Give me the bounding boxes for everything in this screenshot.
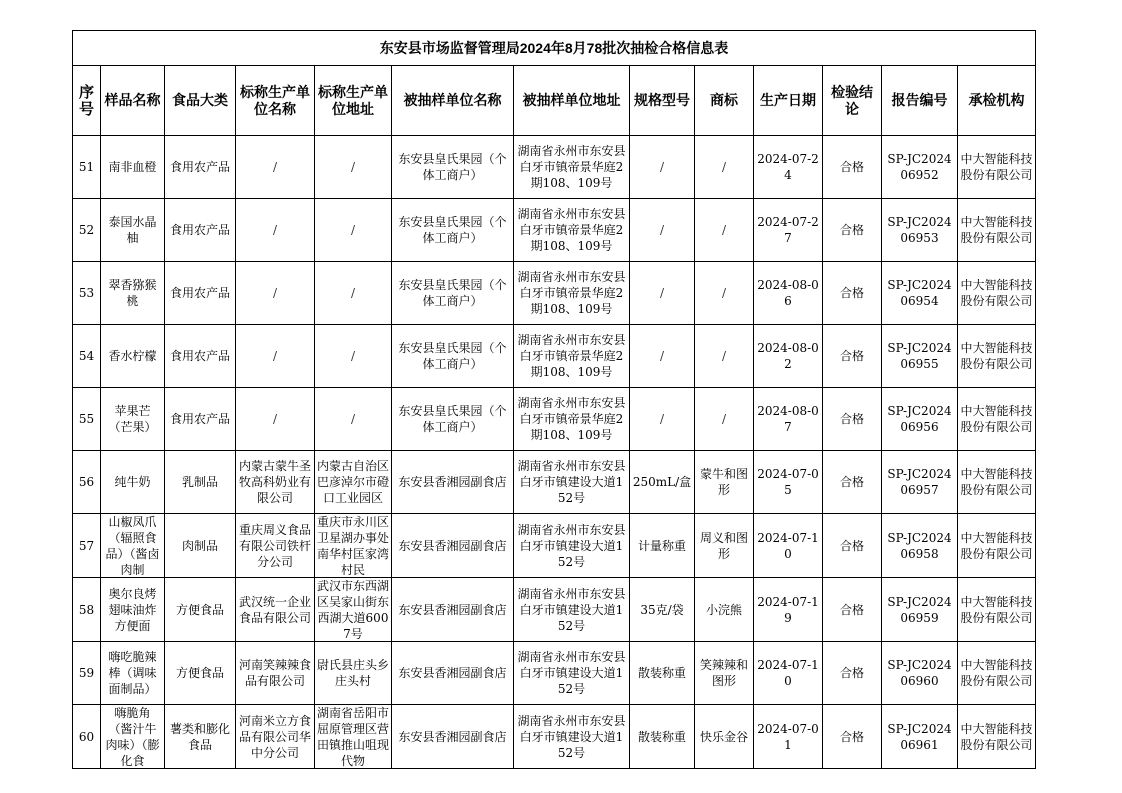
cell-production-date	[754, 136, 823, 199]
table-row	[73, 199, 1036, 262]
cell-spec-text: /	[659, 160, 665, 174]
cell-trademark-text: /	[721, 349, 727, 363]
cell-producer-name-text: /	[272, 349, 278, 363]
cell-spec-text: 散装称重	[637, 666, 686, 680]
cell-sample-name	[101, 136, 165, 199]
cell-food-category	[165, 136, 236, 199]
cell-conclusion	[823, 262, 882, 325]
cell-sampled-unit-name-text: 东安县香湘园副食店	[398, 538, 507, 553]
cell-sample-name	[101, 451, 165, 514]
table-row	[73, 136, 1036, 199]
cell-conclusion-text: 合格	[839, 286, 864, 300]
cell-food-category	[165, 705, 236, 769]
cell-spec	[630, 514, 695, 578]
cell-producer-address-text: /	[350, 286, 356, 300]
cell-lab-text: 中大智能科技股份有限公司	[960, 152, 1033, 182]
cell-lab	[958, 705, 1036, 769]
table-row	[73, 262, 1036, 325]
cell-trademark-text: 笑辣辣和图形	[699, 658, 748, 688]
cell-seq-text: 53	[78, 286, 95, 300]
cell-lab-text: 中大智能科技股份有限公司	[960, 404, 1033, 434]
table-row	[73, 705, 1036, 769]
table-row	[73, 451, 1036, 514]
cell-spec	[630, 578, 695, 642]
cell-sample-name-text: 山椒凤爪（辐照食品）（酱卤肉制	[105, 515, 160, 577]
cell-conclusion	[823, 705, 882, 769]
cell-spec	[630, 325, 695, 388]
cell-food-category-text: 方便食品	[175, 666, 224, 680]
cell-report-number-text: SP-JC202406953	[887, 215, 952, 245]
cell-producer-name-text: /	[272, 286, 278, 300]
cell-production-date	[754, 514, 823, 578]
header-producer-address: 标称生产单位地址	[315, 66, 392, 136]
cell-producer-name	[236, 262, 315, 325]
cell-spec-text: /	[659, 286, 665, 300]
table-title: 东安县市场监督管理局2024年8月78批次抽检合格信息表	[73, 31, 1036, 66]
cell-conclusion	[823, 325, 882, 388]
cell-sampled-unit-name	[392, 642, 514, 705]
cell-sampled-unit-name	[392, 262, 514, 325]
cell-spec-text: 散装称重	[637, 729, 686, 744]
cell-seq	[73, 705, 101, 769]
cell-food-category	[165, 578, 236, 642]
cell-seq-text: 52	[78, 223, 95, 237]
inspection-table	[72, 30, 1036, 769]
cell-sampled-unit-address-text: 湖南省永州市东安县白牙市镇帝景华庭2期108、109号	[517, 207, 626, 253]
cell-conclusion	[823, 642, 882, 705]
cell-producer-name	[236, 199, 315, 262]
cell-production-date-text: 2024-08-02	[757, 341, 819, 371]
cell-lab	[958, 388, 1036, 451]
cell-production-date-text: 2024-07-01	[757, 721, 819, 752]
table-body	[73, 136, 1036, 769]
header-production-date: 生产日期	[754, 66, 823, 136]
cell-trademark	[695, 388, 754, 451]
cell-lab-text: 中大智能科技股份有限公司	[960, 341, 1033, 371]
cell-trademark	[695, 262, 754, 325]
cell-sample-name	[101, 325, 165, 388]
cell-seq	[73, 325, 101, 388]
cell-report-number	[882, 514, 958, 578]
table-row	[73, 325, 1036, 388]
cell-production-date-text: 2024-08-06	[757, 278, 819, 308]
cell-food-category	[165, 514, 236, 578]
cell-report-number	[882, 642, 958, 705]
cell-sampled-unit-address	[514, 451, 630, 514]
cell-spec-text: /	[659, 223, 665, 237]
cell-production-date	[754, 325, 823, 388]
cell-sampled-unit-address	[514, 262, 630, 325]
table-row	[73, 514, 1036, 578]
cell-food-category-text: 食用农产品	[169, 223, 230, 237]
cell-lab	[958, 136, 1036, 199]
cell-sampled-unit-name-text: 东安县皇氏果园（个体工商户）	[398, 215, 507, 245]
cell-lab-text: 中大智能科技股份有限公司	[960, 658, 1033, 688]
cell-sample-name-text: 嗨脆角（酱汁牛肉味）（膨化食	[105, 706, 160, 768]
header-trademark: 商标	[695, 66, 754, 136]
cell-lab-text: 中大智能科技股份有限公司	[960, 215, 1033, 245]
cell-producer-name-text: /	[272, 223, 278, 237]
cell-trademark-text: 小浣熊	[705, 602, 742, 617]
cell-seq-text: 51	[78, 160, 95, 174]
cell-seq-text: 54	[78, 349, 95, 363]
cell-report-number-text: SP-JC202406957	[887, 467, 952, 497]
cell-sample-name-text: 香水柠檬	[108, 349, 157, 363]
cell-lab	[958, 325, 1036, 388]
cell-production-date-text: 2024-07-10	[757, 658, 819, 688]
cell-food-category	[165, 325, 236, 388]
cell-conclusion-text: 合格	[839, 412, 864, 426]
cell-report-number-text: SP-JC202406952	[887, 152, 952, 182]
cell-producer-name	[236, 642, 315, 705]
header-spec: 规格型号	[630, 66, 695, 136]
cell-sample-name	[101, 705, 165, 769]
cell-sampled-unit-name	[392, 705, 514, 769]
cell-sample-name	[101, 262, 165, 325]
cell-spec	[630, 262, 695, 325]
cell-sample-name	[101, 199, 165, 262]
cell-food-category-text: 食用农产品	[169, 160, 230, 174]
cell-trademark	[695, 705, 754, 769]
cell-conclusion	[823, 514, 882, 578]
cell-producer-address-text: 重庆市永川区卫星湖办事处南华村匡家湾村民	[317, 515, 389, 577]
cell-trademark-text: 蒙牛和图形	[699, 467, 748, 497]
cell-spec	[630, 642, 695, 705]
cell-producer-address-text: /	[350, 349, 356, 363]
cell-spec-text: 35克/袋	[640, 602, 684, 617]
cell-producer-name-text: 内蒙古蒙牛圣牧高科奶业有限公司	[238, 459, 311, 505]
header-sampled-unit-address: 被抽样单位地址	[514, 66, 630, 136]
header-lab: 承检机构	[958, 66, 1036, 136]
cell-sample-name	[101, 514, 165, 578]
cell-producer-address	[315, 199, 392, 262]
cell-sampled-unit-address-text: 湖南省永州市东安县白牙市镇建设大道152号	[517, 586, 626, 633]
cell-report-number-text: SP-JC202406960	[887, 658, 952, 688]
cell-producer-name	[236, 514, 315, 578]
cell-producer-name-text: 河南笑辣辣食品有限公司	[238, 658, 311, 688]
cell-seq	[73, 451, 101, 514]
cell-spec	[630, 136, 695, 199]
cell-report-number	[882, 325, 958, 388]
cell-seq	[73, 199, 101, 262]
cell-sampled-unit-name-text: 东安县香湘园副食店	[398, 729, 507, 744]
cell-conclusion-text: 合格	[839, 666, 864, 680]
cell-production-date	[754, 388, 823, 451]
cell-sampled-unit-address	[514, 578, 630, 642]
cell-conclusion	[823, 451, 882, 514]
header-sample-name: 样品名称	[101, 66, 165, 136]
cell-trademark	[695, 578, 754, 642]
header-sampled-unit-name: 被抽样单位名称	[392, 66, 514, 136]
cell-producer-name-text: 武汉统一企业食品有限公司	[238, 594, 311, 625]
cell-report-number-text: SP-JC202406954	[887, 278, 952, 308]
cell-production-date	[754, 705, 823, 769]
cell-food-category-text: 食用农产品	[169, 349, 230, 363]
cell-trademark	[695, 325, 754, 388]
cell-seq	[73, 388, 101, 451]
cell-sampled-unit-address-text: 湖南省永州市东安县白牙市镇帝景华庭2期108、109号	[517, 270, 626, 316]
cell-conclusion	[823, 136, 882, 199]
cell-food-category-text: 肉制品	[181, 538, 218, 553]
cell-sample-name-text: 翠香猕猴桃	[108, 278, 157, 308]
cell-trademark-text: 快乐金谷	[699, 729, 748, 744]
cell-seq-text: 58	[78, 602, 95, 617]
cell-conclusion-text: 合格	[839, 602, 864, 617]
cell-spec	[630, 451, 695, 514]
cell-trademark	[695, 514, 754, 578]
cell-sampled-unit-address	[514, 514, 630, 578]
cell-sampled-unit-name	[392, 578, 514, 642]
header-seq: 序号	[73, 66, 101, 136]
cell-seq	[73, 136, 101, 199]
cell-report-number	[882, 388, 958, 451]
cell-lab	[958, 642, 1036, 705]
cell-sampled-unit-name	[392, 325, 514, 388]
cell-lab	[958, 199, 1036, 262]
cell-trademark-text: 周义和图形	[699, 530, 748, 561]
cell-lab-text: 中大智能科技股份有限公司	[960, 721, 1033, 752]
cell-spec-text: /	[659, 349, 665, 363]
cell-conclusion-text: 合格	[839, 475, 864, 489]
cell-report-number	[882, 705, 958, 769]
cell-sampled-unit-address	[514, 325, 630, 388]
cell-production-date	[754, 199, 823, 262]
cell-conclusion-text: 合格	[839, 160, 864, 174]
cell-sample-name-text: 奥尔良烤翅味油炸方便面	[108, 586, 157, 633]
cell-production-date-text: 2024-07-27	[757, 215, 819, 245]
cell-spec	[630, 388, 695, 451]
cell-sampled-unit-name-text: 东安县皇氏果园（个体工商户）	[398, 404, 507, 434]
cell-sampled-unit-name-text: 东安县皇氏果园（个体工商户）	[398, 152, 507, 182]
cell-spec-text: /	[659, 412, 665, 426]
table-row	[73, 578, 1036, 642]
cell-conclusion-text: 合格	[839, 538, 864, 553]
cell-producer-address	[315, 514, 392, 578]
cell-producer-name	[236, 325, 315, 388]
header-conclusion: 检验结论	[823, 66, 882, 136]
cell-production-date-text: 2024-07-05	[757, 467, 819, 497]
table-row	[73, 642, 1036, 705]
cell-sampled-unit-address-text: 湖南省永州市东安县白牙市镇建设大道152号	[517, 522, 626, 569]
cell-lab	[958, 578, 1036, 642]
cell-sample-name-text: 苹果芒（芒果）	[108, 404, 157, 434]
cell-report-number-text: SP-JC202406961	[887, 721, 952, 752]
cell-producer-address-text: /	[350, 412, 356, 426]
cell-seq-text: 55	[78, 412, 95, 426]
cell-producer-address	[315, 642, 392, 705]
cell-producer-name-text: 河南米立方食品有限公司华中分公司	[238, 713, 311, 760]
cell-trademark-text: /	[721, 160, 727, 174]
cell-sample-name-text: 纯牛奶	[114, 475, 151, 489]
cell-food-category-text: 食用农产品	[169, 286, 230, 300]
cell-conclusion-text: 合格	[839, 349, 864, 363]
cell-seq	[73, 642, 101, 705]
cell-production-date	[754, 642, 823, 705]
cell-production-date	[754, 578, 823, 642]
cell-producer-address-text: /	[350, 160, 356, 174]
cell-producer-address-text: 内蒙古自治区巴彦淖尔市磴口工业园区	[317, 459, 389, 505]
cell-report-number-text: SP-JC202406955	[887, 341, 952, 371]
cell-sampled-unit-address-text: 湖南省永州市东安县白牙市镇帝景华庭2期108、109号	[517, 144, 626, 190]
cell-production-date-text: 2024-07-24	[757, 152, 819, 182]
cell-sampled-unit-address-text: 湖南省永州市东安县白牙市镇建设大道152号	[517, 459, 626, 505]
cell-conclusion	[823, 199, 882, 262]
cell-spec-text: 计量称重	[637, 538, 686, 553]
cell-lab	[958, 262, 1036, 325]
table-row	[73, 388, 1036, 451]
cell-lab	[958, 514, 1036, 578]
cell-lab	[958, 451, 1036, 514]
cell-producer-name-text: /	[272, 412, 278, 426]
cell-sampled-unit-name	[392, 388, 514, 451]
cell-seq-text: 57	[78, 538, 95, 553]
header-producer-name: 标称生产单位名称	[236, 66, 315, 136]
cell-sampled-unit-name-text: 东安县香湘园副食店	[398, 666, 507, 680]
cell-report-number-text: SP-JC202406956	[887, 404, 952, 434]
cell-report-number	[882, 451, 958, 514]
cell-seq	[73, 578, 101, 642]
cell-seq	[73, 262, 101, 325]
cell-sampled-unit-name	[392, 514, 514, 578]
cell-report-number-text: SP-JC202406958	[887, 530, 952, 561]
cell-spec-text: 250mL/盒	[632, 475, 692, 489]
cell-report-number	[882, 578, 958, 642]
cell-sample-name-text: 嗨吃脆辣棒（调味面制品）	[108, 650, 157, 696]
cell-spec	[630, 705, 695, 769]
cell-producer-address	[315, 325, 392, 388]
cell-sampled-unit-address	[514, 642, 630, 705]
cell-sampled-unit-address	[514, 199, 630, 262]
cell-producer-name	[236, 136, 315, 199]
cell-producer-name	[236, 578, 315, 642]
cell-sample-name	[101, 578, 165, 642]
cell-producer-name	[236, 705, 315, 769]
cell-food-category-text: 薯类和膨化食品	[169, 721, 230, 752]
cell-producer-address	[315, 388, 392, 451]
cell-sampled-unit-address-text: 湖南省永州市东安县白牙市镇帝景华庭2期108、109号	[517, 396, 626, 442]
cell-production-date-text: 2024-07-10	[757, 530, 819, 561]
header-row	[73, 66, 1036, 136]
cell-seq-text: 59	[78, 666, 95, 680]
cell-food-category	[165, 451, 236, 514]
cell-sample-name	[101, 388, 165, 451]
cell-conclusion-text: 合格	[839, 729, 864, 744]
cell-trademark	[695, 199, 754, 262]
cell-sample-name-text: 南非血橙	[108, 160, 157, 174]
cell-seq-text: 60	[78, 729, 95, 744]
cell-food-category	[165, 262, 236, 325]
cell-report-number	[882, 136, 958, 199]
cell-food-category	[165, 199, 236, 262]
cell-producer-address-text: /	[350, 223, 356, 237]
cell-sampled-unit-name-text: 东安县香湘园副食店	[398, 602, 507, 617]
cell-producer-address-text: 尉氏县庄头乡庄头村	[317, 658, 389, 688]
cell-trademark	[695, 451, 754, 514]
cell-producer-name	[236, 451, 315, 514]
cell-sampled-unit-address-text: 湖南省永州市东安县白牙市镇帝景华庭2期108、109号	[517, 333, 626, 379]
cell-trademark-text: /	[721, 223, 727, 237]
cell-lab-text: 中大智能科技股份有限公司	[960, 530, 1033, 561]
cell-sampled-unit-name	[392, 451, 514, 514]
cell-sampled-unit-address	[514, 136, 630, 199]
cell-report-number	[882, 262, 958, 325]
cell-production-date-text: 2024-08-07	[757, 404, 819, 434]
cell-producer-address	[315, 578, 392, 642]
cell-producer-name	[236, 388, 315, 451]
cell-report-number	[882, 199, 958, 262]
cell-sampled-unit-name-text: 东安县皇氏果园（个体工商户）	[398, 278, 507, 308]
cell-seq-text: 56	[78, 475, 95, 489]
cell-food-category	[165, 388, 236, 451]
cell-producer-address-text: 湖南省岳阳市屈原管理区营田镇推山咀现代物	[317, 706, 389, 768]
header-food-category: 食品大类	[165, 66, 236, 136]
cell-food-category-text: 乳制品	[181, 475, 218, 489]
cell-sampled-unit-name-text: 东安县皇氏果园（个体工商户）	[398, 341, 507, 371]
cell-producer-address	[315, 451, 392, 514]
cell-producer-address	[315, 136, 392, 199]
cell-conclusion-text: 合格	[839, 223, 864, 237]
cell-sampled-unit-name-text: 东安县香湘园副食店	[398, 475, 507, 489]
cell-food-category-text: 食用农产品	[169, 412, 230, 426]
cell-sampled-unit-name	[392, 136, 514, 199]
cell-spec	[630, 199, 695, 262]
cell-trademark	[695, 136, 754, 199]
cell-conclusion	[823, 578, 882, 642]
cell-trademark-text: /	[721, 286, 727, 300]
cell-conclusion	[823, 388, 882, 451]
cell-seq	[73, 514, 101, 578]
cell-sampled-unit-address	[514, 705, 630, 769]
cell-lab-text: 中大智能科技股份有限公司	[960, 467, 1033, 497]
cell-sampled-unit-address-text: 湖南省永州市东安县白牙市镇建设大道152号	[517, 713, 626, 760]
cell-food-category-text: 方便食品	[175, 602, 224, 617]
cell-producer-name-text: 重庆周义食品有限公司铁杆分公司	[238, 522, 311, 569]
cell-sample-name-text: 泰国水晶柚	[108, 215, 157, 245]
cell-production-date	[754, 262, 823, 325]
cell-sampled-unit-address	[514, 388, 630, 451]
cell-sample-name	[101, 642, 165, 705]
header-report-number: 报告编号	[882, 66, 958, 136]
cell-report-number-text: SP-JC202406959	[887, 594, 952, 625]
cell-lab-text: 中大智能科技股份有限公司	[960, 278, 1033, 308]
cell-trademark	[695, 642, 754, 705]
cell-food-category	[165, 642, 236, 705]
cell-sampled-unit-name	[392, 199, 514, 262]
cell-sampled-unit-address-text: 湖南省永州市东安县白牙市镇建设大道152号	[517, 650, 626, 696]
cell-producer-name-text: /	[272, 160, 278, 174]
cell-producer-address-text: 武汉市东西湖区吴家山街东西湖大道6007号	[317, 579, 389, 641]
cell-lab-text: 中大智能科技股份有限公司	[960, 594, 1033, 625]
cell-trademark-text: /	[721, 412, 727, 426]
cell-producer-address	[315, 705, 392, 769]
cell-production-date	[754, 451, 823, 514]
cell-production-date-text: 2024-07-19	[757, 594, 819, 625]
cell-producer-address	[315, 262, 392, 325]
